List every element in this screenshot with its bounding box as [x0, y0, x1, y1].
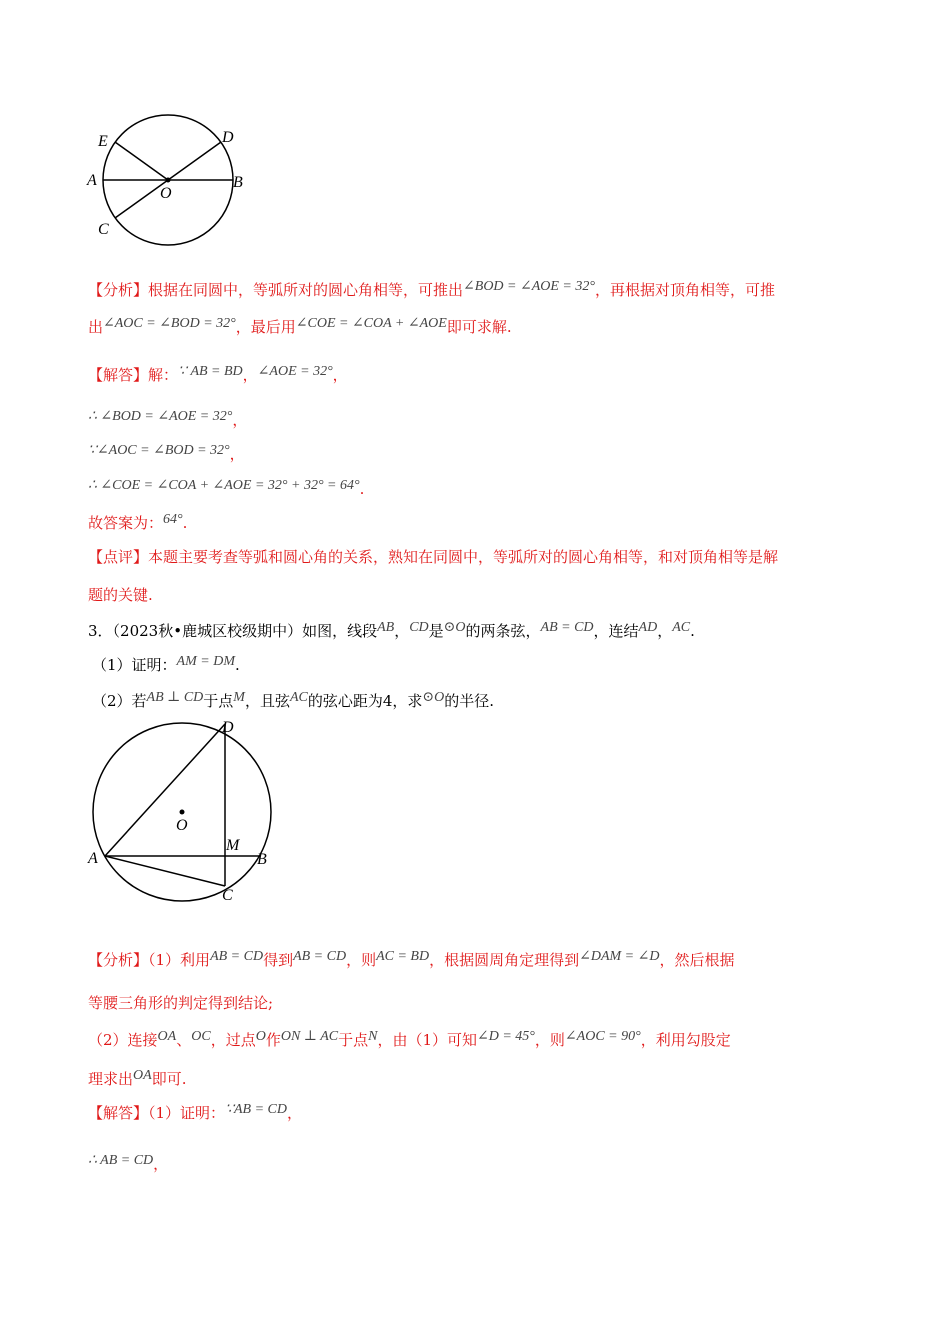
question-3-part-1 — [92, 654, 240, 678]
analysis-text: ，由（1）可知 — [377, 1031, 478, 1049]
math-expr: ⊙O — [422, 690, 445, 705]
math-expr: ∠AOC = ∠BOD = 32° — [103, 316, 236, 331]
math-expr: AM = DM — [176, 654, 235, 669]
analysis-text: ，然后根据 — [659, 951, 735, 969]
step-line — [88, 409, 247, 433]
label-e: E — [98, 133, 108, 150]
comment-paragraph — [88, 546, 778, 568]
analysis-text: 等腰三角形的判定得到结论; — [88, 994, 274, 1012]
analysis-tag: 【分析】 — [88, 951, 149, 969]
analysis-text: ，过点 — [210, 1031, 256, 1049]
final-text: . — [182, 514, 188, 532]
center-point-o — [166, 178, 171, 183]
answer-line-3 — [88, 1102, 302, 1126]
step-text: ， — [153, 1155, 169, 1173]
math-expr: OA — [157, 1029, 177, 1044]
label-o: O — [160, 185, 172, 202]
analysis-text: 根据在同圆中，等弧所对的圆心角相等，可推出 — [148, 281, 464, 299]
question-3-part-2 — [92, 690, 494, 714]
comment-tag: 【点评】 — [88, 548, 149, 566]
figure-circle-1 — [80, 110, 260, 250]
label-d: D — [222, 129, 234, 146]
question-text: ，且弦 — [244, 692, 290, 710]
analysis-text: 即可. — [151, 1070, 187, 1088]
math-expr: AB = CD — [210, 949, 264, 964]
analysis-text: ，利用勾股定 — [640, 1031, 731, 1049]
question-text: . — [690, 622, 695, 640]
math-expr: ∵AB = CD — [225, 1102, 287, 1117]
math-expr: ∴ ∠BOD = ∠AOE = 32° — [88, 409, 233, 424]
label-c: C — [222, 887, 233, 904]
analysis-paragraph-2-line2 — [88, 316, 512, 340]
math-expr: AD — [638, 620, 658, 635]
label-b: B — [233, 174, 243, 191]
math-expr: 64° — [163, 512, 183, 527]
question-text: 的两条弦， — [465, 622, 541, 640]
analysis-paragraph-3-line2 — [88, 992, 273, 1014]
math-expr: CD — [409, 620, 429, 635]
math-expr: ∵∠AOC = ∠BOD = 32° — [88, 443, 230, 458]
label-a: A — [87, 172, 97, 189]
analysis-text: ，最后用 — [235, 318, 296, 336]
comment-text: 题的关键. — [88, 586, 153, 604]
math-expr: AC — [289, 690, 308, 705]
center-point-o — [180, 810, 185, 815]
analysis-text: （2）连接 — [88, 1031, 158, 1049]
math-expr: AB ⊥ CD — [146, 690, 204, 705]
analysis-text: ，则 — [534, 1031, 565, 1049]
math-expr: ∵ AB = BD — [178, 364, 243, 379]
math-expr: ∴ ∠COE = ∠COA + ∠AOE = 32° + 32° = 64° — [88, 478, 360, 493]
chord-ac — [105, 856, 225, 886]
analysis-text: 于点 — [338, 1031, 369, 1049]
math-expr: ∠BOD = ∠AOE = 32° — [463, 279, 595, 294]
math-expr: ∠COE = ∠COA + ∠AOE — [295, 316, 447, 331]
answer-text: ， — [286, 1104, 302, 1122]
final-answer — [88, 512, 187, 536]
label-a: A — [88, 850, 98, 867]
analysis-text: ，则 — [346, 951, 377, 969]
label-c: C — [98, 221, 109, 238]
math-expr: ON ⊥ AC — [280, 1029, 339, 1044]
math-expr: ∠DAM = ∠D — [579, 949, 660, 964]
question-text: 是 — [428, 622, 444, 640]
math-expr: ∠AOC = 90° — [564, 1029, 641, 1044]
question-text: ， — [394, 622, 410, 640]
analysis-paragraph-3 — [88, 949, 734, 973]
answer-tag: 【解答】 — [88, 1104, 149, 1122]
answer-text: ， — [332, 366, 348, 384]
answer-text: ， — [242, 366, 258, 384]
math-expr: ⊙O — [443, 620, 466, 635]
answer-text: 解： — [148, 366, 179, 384]
question-text: （2023秋•鹿城区校级期中）如图，线段 — [112, 622, 378, 640]
question-text: . — [234, 656, 240, 674]
math-expr: AB — [377, 620, 395, 635]
step-text: . — [359, 480, 365, 498]
analysis-paragraph-3b — [88, 1029, 731, 1053]
analysis-paragraph-2 — [88, 279, 775, 303]
question-text: ，连结 — [593, 622, 639, 640]
analysis-tag: 【分析】 — [88, 281, 149, 299]
step-line — [88, 443, 245, 467]
comment-text: 本题主要考查等弧和圆心角的关系，熟知在同圆中，等弧所对的圆心角相等，和对顶角相等是解 — [148, 548, 779, 566]
question-text: 的弦心距为4，求 — [307, 692, 423, 710]
math-expr: N — [368, 1029, 378, 1044]
chord-eo — [115, 142, 168, 180]
question-text: （2）若 — [92, 692, 147, 710]
analysis-text: 即可求解. — [446, 318, 512, 336]
math-expr: OC — [191, 1029, 211, 1044]
step-text: ， — [229, 445, 245, 463]
question-text: ， — [657, 622, 673, 640]
label-b: B — [257, 851, 267, 868]
math-expr: AC — [672, 620, 691, 635]
question-text: （1）证明： — [92, 656, 177, 674]
math-expr: ∠AOE = 32° — [257, 364, 333, 379]
comment-paragraph-line2 — [88, 584, 153, 606]
analysis-text: ，再根据对顶角相等，可推 — [594, 281, 775, 299]
math-expr: ∴ AB = CD — [88, 1153, 154, 1168]
step-line — [88, 478, 364, 502]
math-expr: AB = CD — [293, 949, 347, 964]
question-text: 的半径. — [444, 692, 495, 710]
final-text: 故答案为： — [88, 514, 164, 532]
math-expr: M — [233, 690, 245, 705]
math-expr: AB = CD — [540, 620, 594, 635]
chord-ad — [105, 724, 225, 856]
analysis-text: 出 — [88, 318, 104, 336]
label-o: O — [176, 817, 188, 834]
analysis-text: 作 — [265, 1031, 281, 1049]
figure-circle-2 — [80, 712, 290, 912]
analysis-text: （1）利用 — [148, 951, 211, 969]
question-3-stem — [88, 620, 695, 644]
analysis-text: 、 — [176, 1031, 192, 1049]
step-text: ， — [232, 411, 248, 429]
analysis-text: 理求出 — [88, 1070, 134, 1088]
analysis-paragraph-3b-line2 — [88, 1068, 186, 1092]
analysis-text: 得到 — [263, 951, 294, 969]
math-expr: O — [255, 1029, 266, 1044]
answer-text: （1）证明： — [148, 1104, 226, 1122]
answer-line-2 — [88, 364, 348, 388]
step-line — [88, 1153, 168, 1177]
math-expr: OA — [133, 1068, 152, 1083]
label-d: D — [222, 719, 234, 736]
label-m: M — [226, 837, 240, 854]
question-text: 于点 — [203, 692, 234, 710]
analysis-text: ，根据圆周角定理得到 — [429, 951, 580, 969]
answer-tag: 【解答】 — [88, 366, 149, 384]
math-expr: AC = BD — [376, 949, 430, 964]
math-expr: ∠D = 45° — [477, 1029, 535, 1044]
question-number: 3． — [88, 622, 113, 640]
